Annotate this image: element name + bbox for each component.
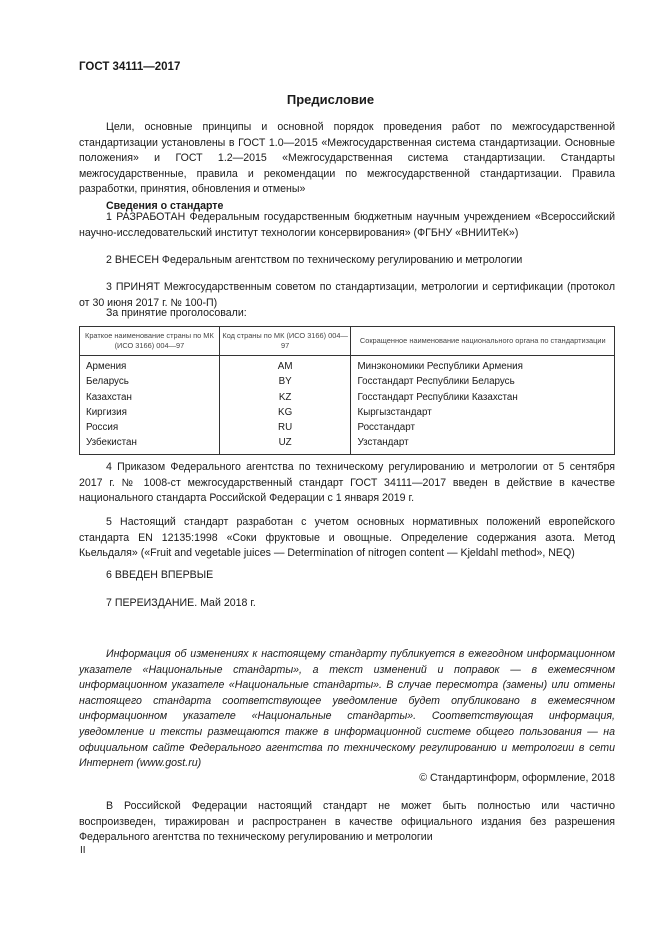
changes-notice xyxy=(79,647,615,772)
code-cell: AM xyxy=(219,356,351,375)
table-row xyxy=(80,435,615,454)
copyright-line: © Стандартинформ, оформление, 2018 xyxy=(419,772,615,784)
country-cell: Узбекистан xyxy=(80,435,220,454)
code-cell: BY xyxy=(219,374,351,389)
page-title: Предисловие xyxy=(286,92,375,107)
item-introduced-text: 2 ВНЕСЕН Федеральным агентством по техническому регулированию и метрологии xyxy=(106,254,523,266)
country-cell: Беларусь xyxy=(80,374,220,389)
item-first xyxy=(79,568,615,584)
section-heading-text: Сведения о стандарте xyxy=(106,200,224,212)
table-row xyxy=(80,356,615,375)
page-number: II xyxy=(80,845,86,856)
body-cell: Росстандарт xyxy=(351,420,615,435)
country-cell: Киргизия xyxy=(80,405,220,420)
item-developed xyxy=(79,210,615,241)
body-cell: Кыргызстандарт xyxy=(351,405,615,420)
reproduction-restriction xyxy=(79,799,615,846)
voting-states-table xyxy=(79,326,615,455)
item-adopted-text: 3 ПРИНЯТ Межгосударственным советом по стандартизации, метрологии и сертификации (протокол от 30 июня 2017 г. № 100-П) xyxy=(79,281,615,309)
intro-paragraph xyxy=(79,120,615,198)
body-cell: Госстандарт Республики Казахстан xyxy=(351,390,615,405)
item-reissue-text: 7 ПЕРЕИЗДАНИЕ. Май 2018 г. xyxy=(106,597,256,609)
country-cell: Россия xyxy=(80,420,220,435)
body-cell: Госстандарт Республики Беларусь xyxy=(351,374,615,389)
country-cell: Казахстан xyxy=(80,390,220,405)
changes-notice-text: Информация об изменениях к настоящему стандарту публикуется в ежегодном информационном указателе «Национальные стандарты», а текст изменений и поправок — в ежемесячном информационном указателе «Национальные стандарты». В случае пересмотра (замены) или отмены настоящего стандарта соответствующее уведомление будет опубликовано в ежемесячном информационном указателе «Национальные стандарты». Соответствующая информация, уведомление и тексты размещаются также в информационной системе общего пользования — на официальном сайте Федерального агентства по техническому регулированию и метрологии в сети Интернет (www.gost.ru) xyxy=(79,648,615,770)
intro-text: Цели, основные принципы и основной порядок проведения работ по межгосударственной стандартизации установлены в ГОСТ 1.0—2015 «Межгосударственная система стандартизации. Основные положения» и ГОСТ 1.2—2015 «Межгосударственная система стандартизации. Стандарты межгосударственные, правила и рекомендации по межгосударственной стандартизации. Правила разработки, принятия, обновления и отмены» xyxy=(79,121,615,196)
code-cell: UZ xyxy=(219,435,351,454)
header-code: Код страны по МК (ИСО 3166) 004—97 xyxy=(219,327,351,356)
code-cell: KG xyxy=(219,405,351,420)
item-order xyxy=(79,460,615,507)
code-cell: KZ xyxy=(219,390,351,405)
document-header: ГОСТ 34111—2017 xyxy=(79,61,181,73)
table-header-row xyxy=(80,327,615,356)
table-row xyxy=(80,420,615,435)
body-cell: Узстандарт xyxy=(351,435,615,454)
header-body: Сокращенное наименование национального органа по стандартизации xyxy=(351,327,615,356)
code-cell: RU xyxy=(219,420,351,435)
table-row xyxy=(80,390,615,405)
table-row xyxy=(80,374,615,389)
voted-for-label xyxy=(79,306,615,322)
country-cell: Армения xyxy=(80,356,220,375)
item-introduced xyxy=(79,253,615,269)
table-row xyxy=(80,405,615,420)
item-order-text: 4 Приказом Федерального агентства по техническому регулированию и метрологии от 5 сентября 2017 г. № 1008-ст межгосударственный стандарт ГОСТ 34111—2017 введен в действие в качестве национального стандарта Российской Федерации с 1 января 2019 г. xyxy=(79,461,615,505)
item-first-text: 6 ВВЕДЕН ВПЕРВЫЕ xyxy=(106,569,214,581)
reproduction-restriction-text: В Российской Федерации настоящий стандарт не может быть полностью или частично воспроизведен, тиражирован и распространен в качестве официального издания без разрешения Федерального агентства по техническому регулированию и метрологии xyxy=(79,800,615,844)
item-developed-text: 1 РАЗРАБОТАН Федеральным государственным бюджетным научным учреждением «Всероссийский научно-исследовательский институт технологии консервирования» (ФГБНУ «ВНИИТеК») xyxy=(79,211,615,239)
header-country: Краткое наименование страны по МК (ИСО 3166) 004—97 xyxy=(80,327,220,356)
voted-for-text: За принятие проголосовали: xyxy=(106,307,247,319)
item-based-on-text: 5 Настоящий стандарт разработан с учетом основных нормативных положений европейского стандарта EN 12135:1998 «Соки фруктовые и овощные. Определение содержания азота. Метод Кьельдаля» («Fruit and vegetable juices — Determination of nitrogen content — Kjeldahl method», NEQ) xyxy=(79,516,615,560)
item-reissue xyxy=(79,596,615,612)
item-based-on xyxy=(79,515,615,562)
body-cell: Минэкономики Республики Армения xyxy=(351,356,615,375)
